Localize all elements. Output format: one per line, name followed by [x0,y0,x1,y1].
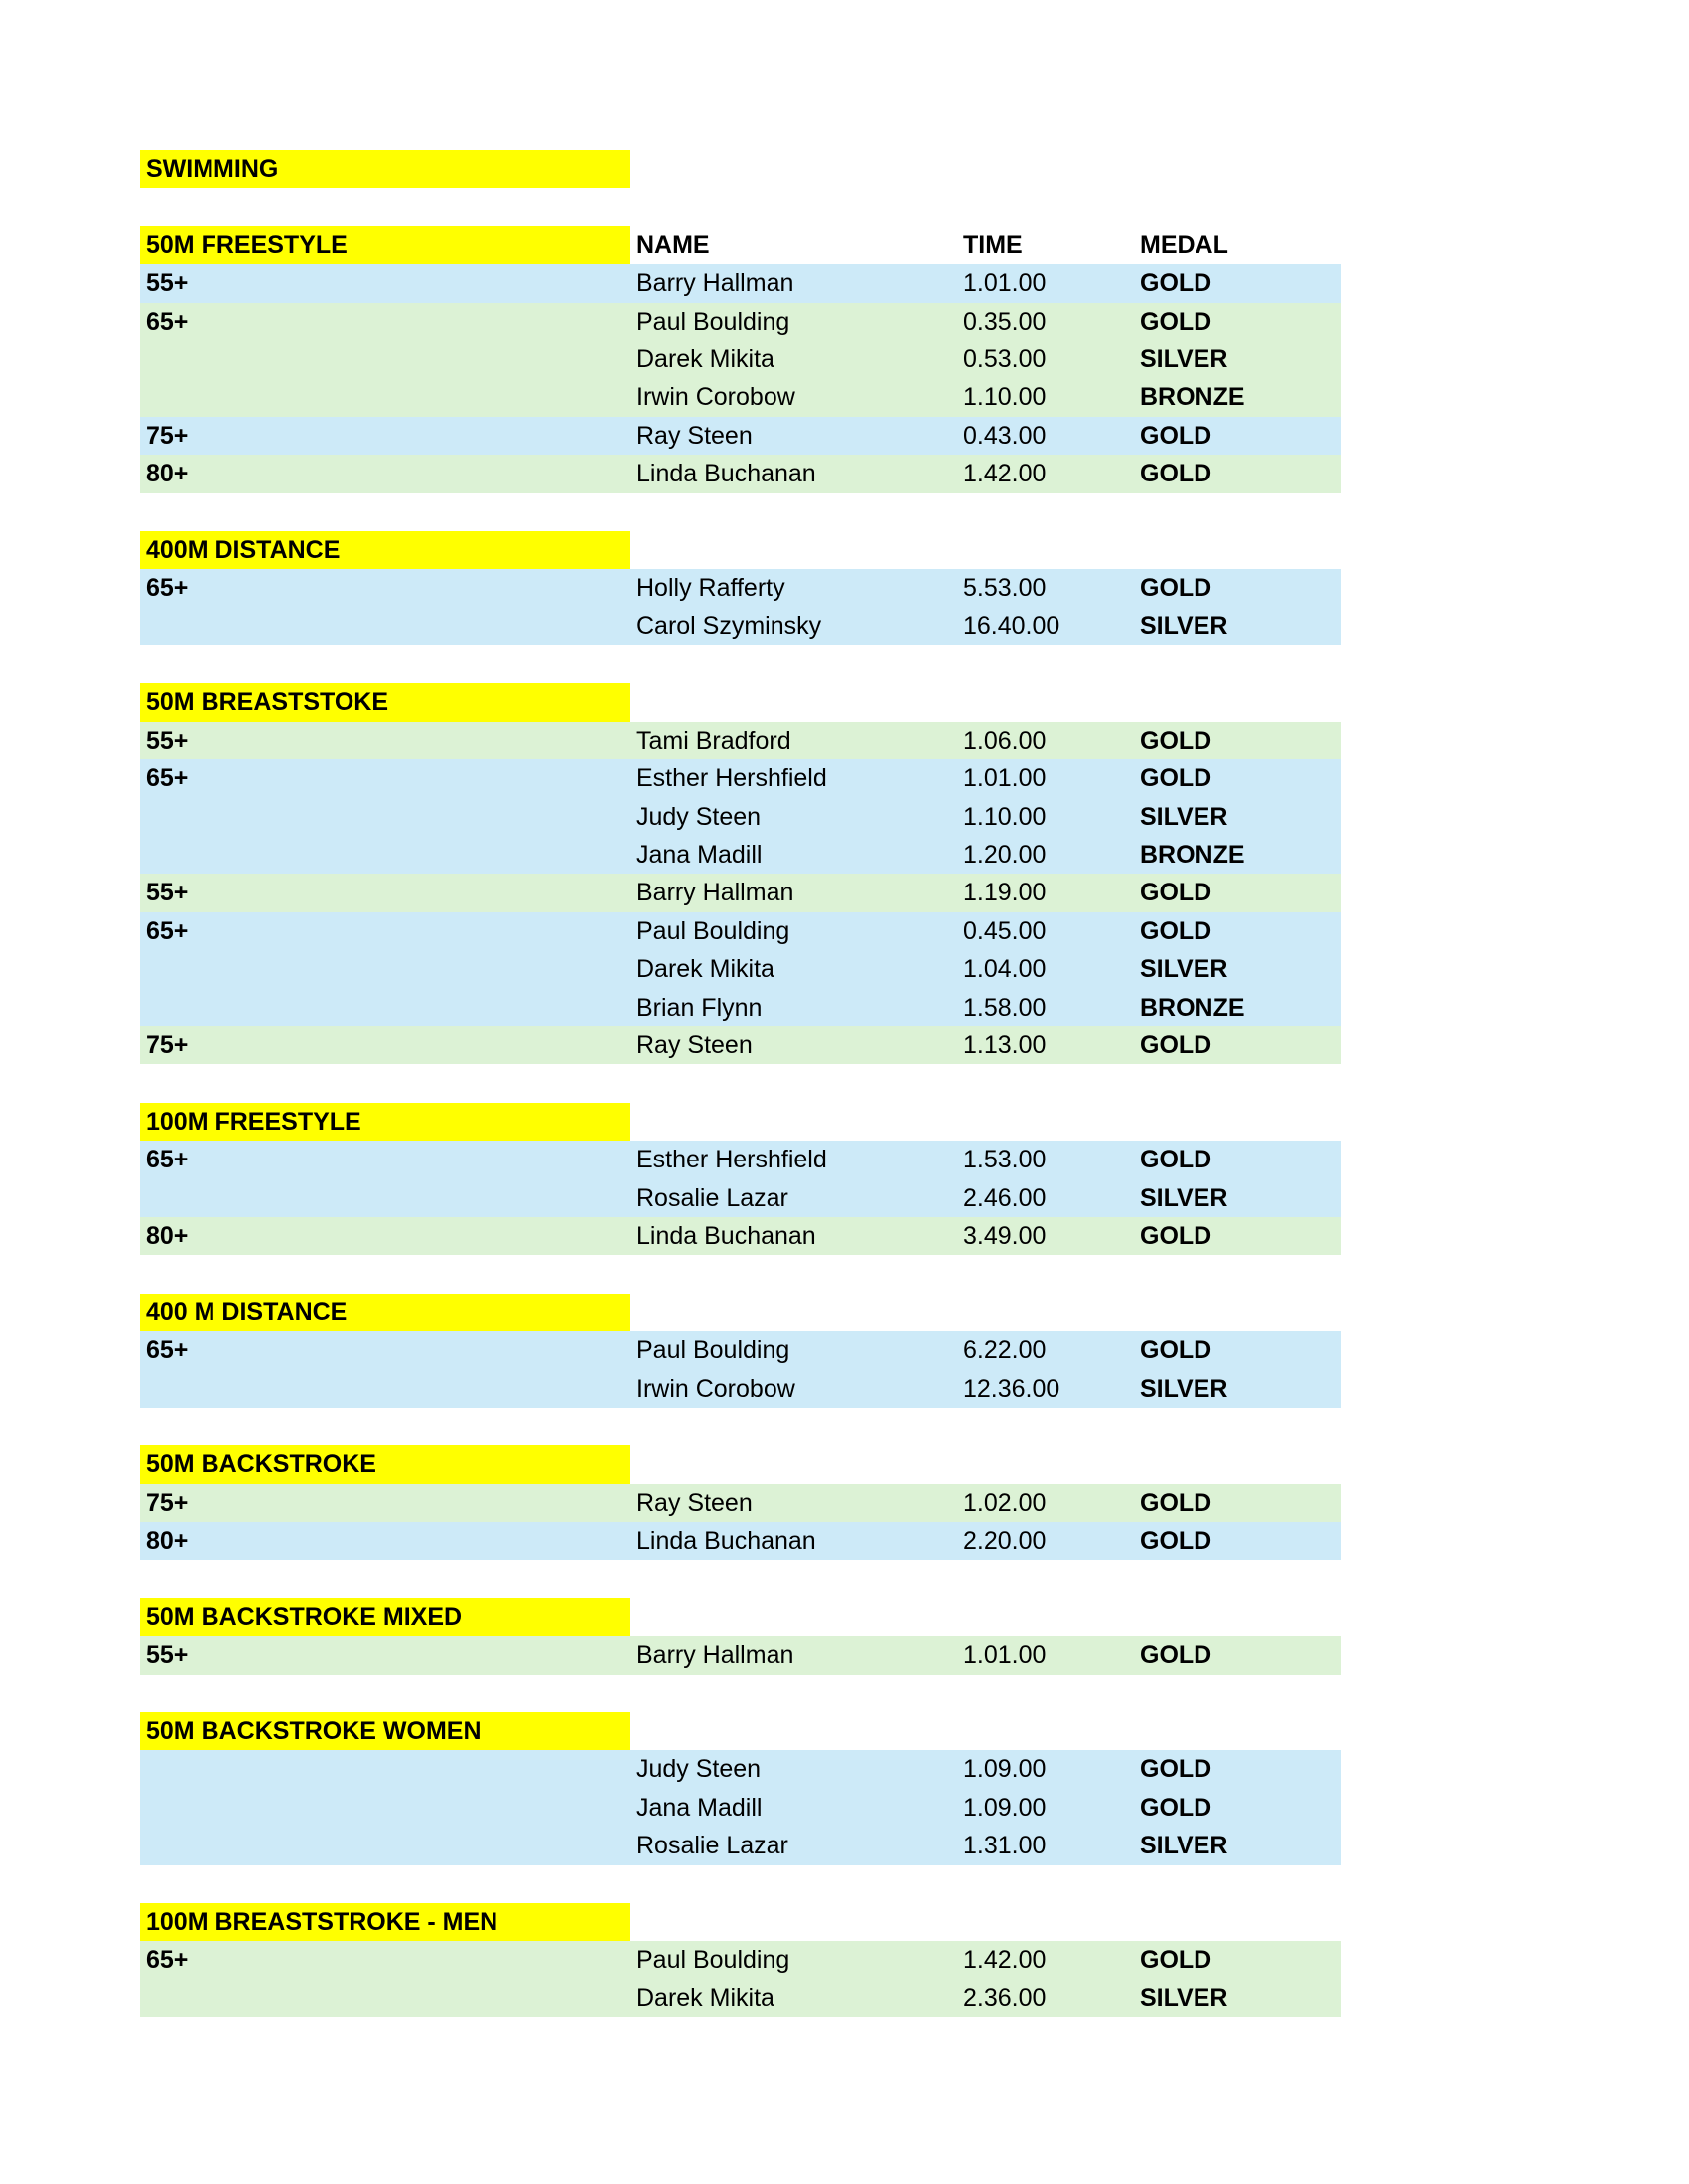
athlete-name: Paul Boulding [636,1336,790,1365]
result-time: 0.45.00 [963,916,1047,945]
age-category: 65+ [146,764,189,793]
column-header-medal: MEDAL [1140,230,1228,259]
result-time: 1.19.00 [963,879,1047,907]
age-category: 55+ [146,726,189,754]
events-container [140,226,1341,2017]
event-section [140,226,1341,493]
result-time: 1.10.00 [963,383,1047,412]
result-row [140,1750,1341,1788]
result-time: 16.40.00 [963,612,1060,640]
athlete-name: Linda Buchanan [636,1221,816,1250]
event-title: 50M BACKSTROKE MIXED [146,1602,463,1631]
age-category: 80+ [146,1221,189,1250]
medal-label: GOLD [1140,726,1212,754]
result-time: 0.35.00 [963,307,1047,336]
spacer [140,645,1341,683]
medal-label: GOLD [1140,1488,1212,1517]
event-header-row [140,226,1341,264]
result-time: 1.10.00 [963,802,1047,831]
result-row [140,1522,1341,1560]
event-section [140,1103,1341,1256]
athlete-name: Paul Boulding [636,916,790,945]
athlete-name: Linda Buchanan [636,460,816,488]
result-time: 1.53.00 [963,1146,1047,1174]
athlete-name: Esther Hershfield [636,764,827,793]
result-time: 0.53.00 [963,344,1047,373]
result-row [140,1789,1341,1827]
result-time: 3.49.00 [963,1221,1047,1250]
age-category: 65+ [146,1946,189,1975]
age-category: 55+ [146,879,189,907]
event-title: 100M BREASTSTROKE - MEN [146,1907,498,1936]
spacer [140,1408,1341,1445]
spacer [140,188,1341,225]
result-row [140,1141,1341,1178]
result-time: 1.09.00 [963,1793,1047,1822]
result-row [140,569,1341,607]
athlete-name: Ray Steen [636,1030,753,1059]
athlete-name: Tami Bradford [636,726,791,754]
event-header-row [140,1598,1341,1636]
event-section [140,1712,1341,1865]
result-time: 1.01.00 [963,764,1047,793]
age-category: 80+ [146,1527,189,1556]
result-row [140,1179,1341,1217]
event-title: 400 M DISTANCE [146,1297,348,1326]
athlete-name: Darek Mikita [636,1983,774,2012]
sheet-title-row [140,150,1341,188]
result-time: 12.36.00 [963,1374,1060,1403]
medal-label: GOLD [1140,307,1212,336]
result-time: 1.31.00 [963,1832,1047,1860]
medal-label: GOLD [1140,1793,1212,1822]
athlete-name: Judy Steen [636,802,762,831]
spacer [140,493,1341,531]
event-title: 400M DISTANCE [146,535,341,564]
result-time: 1.20.00 [963,841,1047,870]
result-row [140,798,1341,836]
medal-label: SILVER [1140,1374,1228,1403]
athlete-name: Darek Mikita [636,344,774,373]
medal-label: SILVER [1140,1832,1228,1860]
medal-label: GOLD [1140,1146,1212,1174]
result-row [140,912,1341,950]
result-row [140,1979,1341,2017]
result-time: 1.09.00 [963,1755,1047,1784]
column-header-time: TIME [963,230,1023,259]
result-time: 2.20.00 [963,1527,1047,1556]
result-row [140,417,1341,455]
spacer [140,1064,1341,1102]
event-section [140,1903,1341,2017]
event-header-row [140,1103,1341,1141]
medal-label: GOLD [1140,1641,1212,1670]
sheet-title: SWIMMING [146,155,279,183]
result-time: 1.06.00 [963,726,1047,754]
results-sheet [140,150,1341,2017]
medal-label: SILVER [1140,1183,1228,1212]
result-row [140,608,1341,645]
athlete-name: Carol Szyminsky [636,612,822,640]
event-section [140,1598,1341,1675]
result-row [140,1026,1341,1064]
result-time: 5.53.00 [963,574,1047,603]
column-header-name: NAME [636,230,710,259]
event-header-row [140,531,1341,569]
athlete-name: Esther Hershfield [636,1146,827,1174]
medal-label: SILVER [1140,612,1228,640]
result-row [140,1827,1341,1864]
athlete-name: Judy Steen [636,1755,762,1784]
age-category: 65+ [146,1336,189,1365]
result-time: 2.36.00 [963,1983,1047,2012]
medal-label: GOLD [1140,574,1212,603]
age-category: 75+ [146,421,189,450]
result-time: 1.02.00 [963,1488,1047,1517]
result-time: 0.43.00 [963,421,1047,450]
athlete-name: Rosalie Lazar [636,1183,788,1212]
spacer [140,1865,1341,1903]
result-row [140,303,1341,341]
spacer [140,1675,1341,1712]
age-category: 75+ [146,1030,189,1059]
age-category: 55+ [146,1641,189,1670]
result-time: 1.01.00 [963,269,1047,298]
result-time: 1.42.00 [963,460,1047,488]
medal-label: SILVER [1140,955,1228,984]
event-header-row [140,1294,1341,1331]
result-row [140,378,1341,416]
result-row [140,874,1341,911]
medal-label: GOLD [1140,1336,1212,1365]
athlete-name: Barry Hallman [636,269,794,298]
athlete-name: Irwin Corobow [636,1374,795,1403]
athlete-name: Jana Madill [636,1793,763,1822]
medal-label: GOLD [1140,879,1212,907]
athlete-name: Ray Steen [636,421,753,450]
event-header-row [140,683,1341,721]
athlete-name: Paul Boulding [636,1946,790,1975]
medal-label: GOLD [1140,1527,1212,1556]
medal-label: GOLD [1140,1946,1212,1975]
age-category: 65+ [146,1146,189,1174]
medal-label: GOLD [1140,764,1212,793]
event-section [140,1294,1341,1408]
result-row [140,1331,1341,1369]
medal-label: BRONZE [1140,841,1245,870]
event-title: 50M BREASTSTOKE [146,688,389,717]
spacer [140,1560,1341,1597]
age-category: 75+ [146,1488,189,1517]
event-header-row [140,1445,1341,1483]
result-row [140,341,1341,378]
result-time: 1.04.00 [963,955,1047,984]
medal-label: GOLD [1140,1030,1212,1059]
result-time: 6.22.00 [963,1336,1047,1365]
athlete-name: Rosalie Lazar [636,1832,788,1860]
age-category: 65+ [146,574,189,603]
age-category: 80+ [146,460,189,488]
athlete-name: Brian Flynn [636,993,763,1022]
event-title: 50M FREESTYLE [146,230,348,259]
athlete-name: Darek Mikita [636,955,774,984]
medal-label: SILVER [1140,802,1228,831]
result-time: 1.58.00 [963,993,1047,1022]
medal-label: BRONZE [1140,993,1245,1022]
result-row [140,989,1341,1026]
result-row [140,950,1341,988]
result-row [140,1484,1341,1522]
result-row [140,264,1341,302]
medal-label: BRONZE [1140,383,1245,412]
medal-label: GOLD [1140,421,1212,450]
result-time: 1.13.00 [963,1030,1047,1059]
spacer [140,1255,1341,1293]
medal-label: SILVER [1140,344,1228,373]
athlete-name: Jana Madill [636,841,763,870]
event-section [140,1445,1341,1560]
age-category: 65+ [146,916,189,945]
medal-label: GOLD [1140,460,1212,488]
result-time: 1.42.00 [963,1946,1047,1975]
result-row [140,759,1341,797]
age-category: 55+ [146,269,189,298]
result-time: 2.46.00 [963,1183,1047,1212]
athlete-name: Linda Buchanan [636,1527,816,1556]
result-row [140,836,1341,874]
athlete-name: Irwin Corobow [636,383,795,412]
event-section [140,531,1341,645]
result-row [140,1941,1341,1979]
medal-label: GOLD [1140,269,1212,298]
result-row [140,1636,1341,1674]
event-title: 100M FREESTYLE [146,1107,361,1136]
result-time: 1.01.00 [963,1641,1047,1670]
medal-label: GOLD [1140,1221,1212,1250]
medal-label: SILVER [1140,1983,1228,2012]
athlete-name: Paul Boulding [636,307,790,336]
event-title: 50M BACKSTROKE [146,1450,376,1479]
result-row [140,1217,1341,1255]
athlete-name: Barry Hallman [636,1641,794,1670]
event-header-row [140,1903,1341,1941]
athlete-name: Ray Steen [636,1488,753,1517]
result-row [140,1370,1341,1408]
event-header-row [140,1712,1341,1750]
result-row [140,455,1341,492]
event-title: 50M BACKSTROKE WOMEN [146,1717,482,1746]
event-section [140,683,1341,1064]
athlete-name: Barry Hallman [636,879,794,907]
athlete-name: Holly Rafferty [636,574,785,603]
result-row [140,722,1341,759]
medal-label: GOLD [1140,1755,1212,1784]
medal-label: GOLD [1140,916,1212,945]
age-category: 65+ [146,307,189,336]
